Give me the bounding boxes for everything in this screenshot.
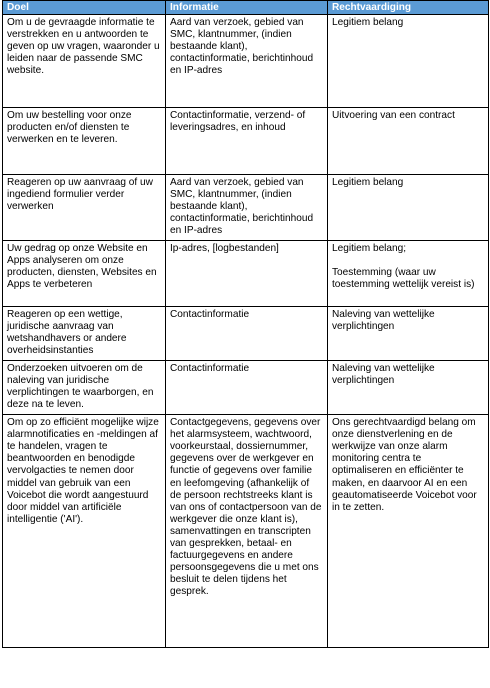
table-row bbox=[3, 415, 489, 648]
rechtvaardiging-line-2: Toestemming (waar uw toestemming wettelijk vereist is) bbox=[332, 267, 475, 291]
table-row bbox=[3, 175, 489, 241]
cell-doel: Om u de gevraagde informatie te verstrekken en u antwoorden te geven op uw vragen, waaronder u leiden naar de passende SMC website. bbox=[3, 15, 166, 108]
header-informatie: Informatie bbox=[166, 1, 328, 15]
cell-doel: Reageren op uw aanvraag of uw ingediend formulier verder verwerken bbox=[3, 175, 166, 241]
cell-informatie: Contactgegevens, gegevens over het alarmsysteem, wachtwoord, voorkeurstaal, dossiernummer, gegevens over de werkgever en functie of gegevens over familie en leefomgeving (afhankelijk of de persoon rechtstreeks klant is van ons of contactpersoon van de werkgever die onze klant is), samenvattingen en transcripten van gesprekken, betaal- en factuurgegevens en andere persoonsgegevens die u met ons besluit te delen tijdens het gesprek. bbox=[166, 415, 328, 648]
cell-rechtvaardiging bbox=[328, 241, 489, 307]
cell-rechtvaardiging: Naleving van wettelijke verplichtingen bbox=[328, 307, 489, 361]
table-row bbox=[3, 108, 489, 175]
table-row bbox=[3, 15, 489, 108]
header-doel: Doel bbox=[3, 1, 166, 15]
header-rechtvaardiging: Rechtvaardiging bbox=[328, 1, 489, 15]
cell-rechtvaardiging: Legitiem belang bbox=[328, 175, 489, 241]
cell-rechtvaardiging: Uitvoering van een contract bbox=[328, 108, 489, 175]
cell-informatie: Contactinformatie bbox=[166, 361, 328, 415]
cell-informatie: Aard van verzoek, gebied van SMC, klantnummer, (indien bestaande klant), contactinformatie, berichtinhoud en IP-adres bbox=[166, 175, 328, 241]
table-row bbox=[3, 361, 489, 415]
cell-informatie: Aard van verzoek, gebied van SMC, klantnummer, (indien bestaande klant), contactinformatie, berichtinhoud en IP-adres bbox=[166, 15, 328, 108]
cell-informatie: Contactinformatie bbox=[166, 307, 328, 361]
cell-rechtvaardiging: Naleving van wettelijke verplichtingen bbox=[328, 361, 489, 415]
table-header-row bbox=[3, 1, 489, 15]
cell-informatie: Ip-adres, [logbestanden] bbox=[166, 241, 328, 307]
cell-doel: Onderzoeken uitvoeren om de naleving van juridische verplichtingen te waarborgen, en deze na te leven. bbox=[3, 361, 166, 415]
cell-informatie: Contactinformatie, verzend- of leveringsadres, en inhoud bbox=[166, 108, 328, 175]
spacer bbox=[332, 255, 484, 267]
processing-purposes-table bbox=[2, 0, 489, 648]
cell-doel: Uw gedrag op onze Website en Apps analyseren om onze producten, diensten, Websites en Apps te verbeteren bbox=[3, 241, 166, 307]
cell-doel: Reageren op een wettige, juridische aanvraag van wetshandhavers or andere overheidsinstanties bbox=[3, 307, 166, 361]
table-row bbox=[3, 241, 489, 307]
cell-doel: Om op zo efficiënt mogelijke wijze alarmnotificaties en -meldingen af te handelen, vragen te beantwoorden en benodigde vervolgacties te nemen door middel van gebruik van een Voicebot die wordt aangestuurd door middel van artificiële intelligentie ('AI'). bbox=[3, 415, 166, 648]
rechtvaardiging-line-1: Legitiem belang; bbox=[332, 243, 407, 255]
cell-doel: Om uw bestelling voor onze producten en/of diensten te verwerken en te leveren. bbox=[3, 108, 166, 175]
table-row bbox=[3, 307, 489, 361]
cell-rechtvaardiging: Ons gerechtvaardigd belang om onze dienstverlening en de werkwijze van onze alarm monitoring centra te optimaliseren en efficiënter te maken, en daarvoor AI en een geautomatiseerde Voicebot voor in te zetten. bbox=[328, 415, 489, 648]
cell-rechtvaardiging: Legitiem belang bbox=[328, 15, 489, 108]
